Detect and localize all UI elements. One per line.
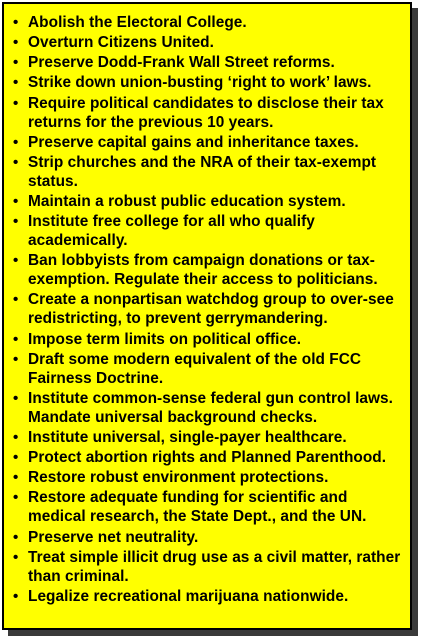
list-item <box>12 389 404 427</box>
bullet-icon: • <box>13 74 19 92</box>
list-item-text: Institute common-sense federal gun control laws. Mandate universal background checks. <box>28 389 393 426</box>
list-item <box>12 133 404 152</box>
list-item <box>12 212 404 250</box>
list-item-text: Overturn Citizens United. <box>28 34 214 52</box>
list-item-text: Preserve Dodd-Frank Wall Street reforms. <box>28 54 335 72</box>
bullet-icon: • <box>13 34 19 52</box>
bullet-icon: • <box>13 428 19 446</box>
list-item <box>12 448 404 467</box>
list-item <box>12 94 404 132</box>
list-item <box>12 330 404 349</box>
list-item-text: Preserve capital gains and inheritance taxes. <box>28 133 359 151</box>
bullet-icon: • <box>13 389 19 407</box>
list-item <box>12 73 404 92</box>
list-item <box>12 587 404 606</box>
bullet-icon: • <box>13 587 19 605</box>
bullet-icon: • <box>13 252 19 270</box>
list-item <box>12 350 404 388</box>
list-item-text: Strip churches and the NRA of their tax-exempt status. <box>28 153 377 190</box>
list-item-text: Require political candidates to disclose their tax returns for the previous 10 years. <box>28 94 384 131</box>
bullet-icon: • <box>13 548 19 566</box>
list-item <box>12 528 404 547</box>
list-item-text: Treat simple illicit drug use as a civil matter, rather than criminal. <box>28 548 401 585</box>
list-item-text: Protect abortion rights and Planned Parenthood. <box>28 449 387 467</box>
bullet-icon: • <box>13 94 19 112</box>
list-item-text: Institute universal, single-payer healthcare. <box>28 428 347 446</box>
list-item <box>12 13 404 32</box>
policy-list-card <box>2 2 412 630</box>
bullet-icon: • <box>13 291 19 309</box>
list-item-text: Legalize recreational marijuana nationwide. <box>28 587 349 605</box>
list-item-text: Strike down union-busting ‘right to work’ laws. <box>28 74 372 92</box>
bullet-icon: • <box>13 153 19 171</box>
list-item-text: Create a nonpartisan watchdog group to over-see redistricting, to prevent gerrymandering. <box>28 291 394 328</box>
bullet-icon: • <box>13 213 19 231</box>
list-item <box>12 428 404 447</box>
bullet-icon: • <box>13 54 19 72</box>
list-item <box>12 33 404 52</box>
bullet-icon: • <box>13 469 19 487</box>
list-item <box>12 251 404 289</box>
bullet-icon: • <box>13 350 19 368</box>
bullet-icon: • <box>13 489 19 507</box>
list-item <box>12 488 404 526</box>
list-item-text: Preserve net neutrality. <box>28 528 199 546</box>
list-item-text: Maintain a robust public education system. <box>28 192 346 210</box>
policy-list <box>4 4 410 606</box>
list-item-text: Abolish the Electoral College. <box>28 14 247 31</box>
list-item-text: Impose term limits on political office. <box>28 330 302 348</box>
list-item <box>12 153 404 191</box>
list-item-text: Institute free college for all who qualify academically. <box>28 213 315 250</box>
bullet-icon: • <box>13 14 19 31</box>
list-item <box>12 468 404 487</box>
bullet-icon: • <box>13 449 19 467</box>
list-item-text: Restore adequate funding for scientific and medical research, the State Dept., and the UN. <box>28 489 367 526</box>
list-item <box>12 192 404 211</box>
list-item <box>12 548 404 586</box>
list-item-text: Draft some modern equivalent of the old FCC Fairness Doctrine. <box>28 350 362 387</box>
list-item-text: Restore robust environment protections. <box>28 469 329 487</box>
bullet-icon: • <box>13 330 19 348</box>
list-item <box>12 290 404 328</box>
bullet-icon: • <box>13 192 19 210</box>
bullet-icon: • <box>13 528 19 546</box>
bullet-icon: • <box>13 133 19 151</box>
list-item-text: Ban lobbyists from campaign donations or tax-exemption. Regulate their access to politicians. <box>28 252 378 289</box>
list-item <box>12 53 404 72</box>
